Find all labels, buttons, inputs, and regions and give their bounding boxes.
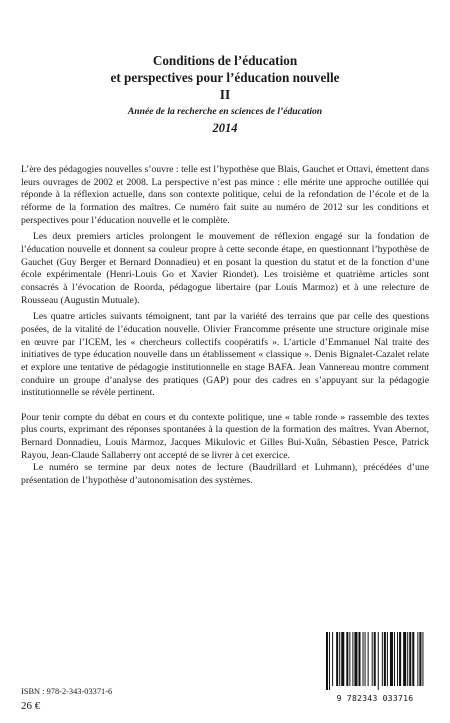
barcode-bar xyxy=(354,632,357,686)
barcode-bar xyxy=(368,632,369,686)
paragraph-2: Les deux premiers articles prolongent le mouvement de réflexion engagé sur la fondation de l’éducation nouvelle et donnent sa couleur propre à cette seconde étape, en questionnant l’hypothèse de Gauchet (Guy Berger et Bernard Donnadieu) et en posant la question du statut et de la fonction d’une école expérimentale (Henri-Louis Go et Xavier Riondet). Les troisième et quatrième articles sont consacrés à l’évocation de Roorda, pédagogue libertaire (par Louis Marmoz) et à une relecture de Rousseau (Augustin Mutuale). xyxy=(21,231,429,306)
barcode-bar xyxy=(363,632,364,686)
barcode-bar xyxy=(365,632,366,686)
barcode-bar xyxy=(419,632,421,686)
barcode-bar xyxy=(387,632,388,686)
barcode-bar xyxy=(412,632,414,686)
barcode-bar xyxy=(349,632,350,686)
barcode-bar xyxy=(372,632,373,686)
barcode-bar xyxy=(341,632,344,686)
volume-number: II xyxy=(219,87,231,102)
barcode xyxy=(320,630,430,703)
blurb xyxy=(21,164,429,488)
barcode-bar xyxy=(332,632,333,686)
barcode-bar xyxy=(399,632,401,686)
barcode-bar xyxy=(339,632,340,686)
title-line-1: Conditions de l’éducation xyxy=(152,53,298,68)
barcode-bar xyxy=(378,632,379,690)
barcode-bar xyxy=(390,632,393,686)
paragraph-3: Les quatre articles suivants témoignent, tant par la variété des terrains que par celle des questions posées, de la vitalité de l’éducation nouvelle. Olivier Francomme présente une structure originale mise en œuvre par l’ICEM, les « chercheurs collectifs coopératifs ». L’article d’Emmanuel Nal traite des initiatives de type éducation nouvelle dans un établissement « classique ». Denis Bignalet-Cazalet relate et explore une tentative de pédagogie institutionnelle en stage BAFA. Jean Vannereau montre comment conduire un groupe d’analyse des pratiques (GAP) pour des cadres en s’appuyant sur la pédagogie institutionnelle se révèle pertinent. xyxy=(21,311,429,399)
header xyxy=(21,0,429,137)
barcode-bar xyxy=(394,632,395,686)
barcode-bar xyxy=(329,632,330,690)
barcode-number: 9 782343 033716 xyxy=(336,694,414,703)
barcode-bar xyxy=(326,632,328,690)
barcode-bar xyxy=(336,632,338,686)
title-line-2: et perspectives pour l’éducation nouvelle xyxy=(110,70,340,85)
isbn: ISBN : 978-2-343-03371-6 xyxy=(21,687,113,696)
barcode-bar xyxy=(374,632,376,686)
subtitle: Année de la recherche en sciences de l’éducation xyxy=(127,106,323,117)
barcode-bar xyxy=(409,632,411,686)
barcode-bar xyxy=(352,632,353,686)
barcode-bars xyxy=(320,630,430,692)
paragraph-1: L’ère des pédagogies nouvelles s’ouvre : telle est l’hypothèse que Blais, Gauchet et Ottavi, émettent dans leurs ouvrages de 2002 et 2008. La perspective n’est pas mince : elle mérite une approche outillée qui réponde à la réflexion actuelle, dans son contexte politique, celui de la refondation de l’école et de la réforme de la formation des maîtres. Ce numéro fait suite au numéro de 2012 sur les conditions et perspectives pour l’éducation nouvelle et le complète. xyxy=(21,164,429,226)
price: 26 € xyxy=(21,700,41,712)
barcode-bar xyxy=(384,632,386,686)
barcode-bar xyxy=(346,632,348,686)
barcode-bar xyxy=(407,632,408,686)
barcode-bar xyxy=(358,632,360,686)
barcode-bar xyxy=(417,632,418,686)
barcode-bar xyxy=(397,632,398,686)
barcode-bar xyxy=(382,632,383,686)
year: 2014 xyxy=(212,121,238,135)
barcode-bar xyxy=(403,632,406,686)
paragraph-4: Pour tenir compte du débat en cours et du contexte politique, une « table ronde » rassemble des textes plus courts, exprimant des réponses spontanées à la question de la formation des maîtres. Yvan Abernot, Bernard Donnadieu, Louis Marmoz, Jacques Mikulovic et Gilles Bui-Xuân, Sébastien Pesce, Patrick Rayou, Jean-Claude Sallaberry ont accepté de se livrer à cet exercice. xyxy=(21,411,429,461)
paragraph-5: Le numéro se termine par deux notes de lecture (Baudrillard et Luhmann), précédées d’une présentation de l’hypothèse d’autonomisation des systèmes. xyxy=(21,462,429,487)
barcode-bar xyxy=(422,632,423,686)
